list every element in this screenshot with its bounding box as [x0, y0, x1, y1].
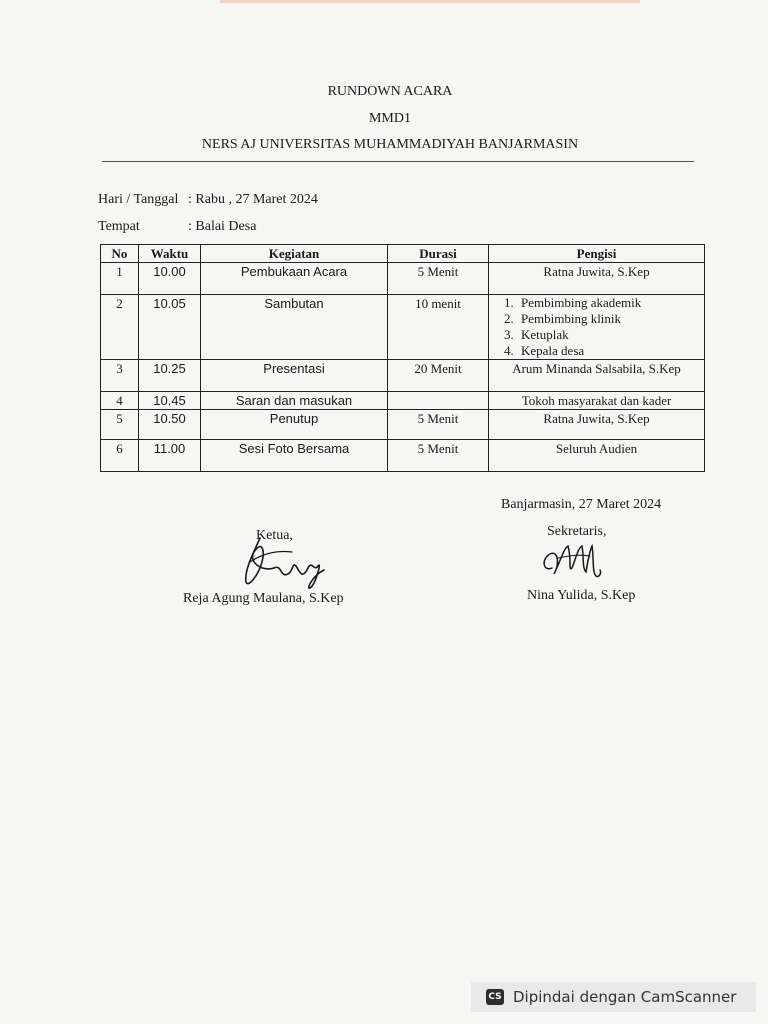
camscanner-watermark: [471, 982, 756, 1012]
document-title: RUNDOWN ACARA: [327, 84, 453, 99]
header-no: No: [101, 245, 139, 263]
date-label: Hari / Tanggal: [98, 192, 179, 207]
row-speaker: Tokoh masyarakat dan kader: [521, 393, 672, 408]
row-time: 10.00: [153, 264, 186, 279]
right-signature: [538, 538, 608, 584]
left-signature: [232, 532, 342, 592]
list-item: 1. Pembimbing akademik: [517, 295, 704, 311]
right-signer-title: Sekretaris,: [547, 524, 607, 539]
list-item: 2. Pembimbing klinik: [517, 311, 704, 327]
row-activity: Penutup: [269, 411, 319, 426]
scan-edge-mark: [220, 0, 640, 3]
camscanner-logo: CS: [486, 989, 504, 1005]
camscanner-text: Dipindai dengan CamScanner: [513, 988, 737, 1006]
table-row: [101, 440, 705, 472]
row-activity: Pembukaan Acara: [240, 264, 348, 279]
row-duration: 20 Menit: [414, 361, 462, 376]
row-no: 1: [116, 264, 123, 279]
table-header-row: [101, 245, 705, 263]
row-time: 10.50: [153, 411, 186, 426]
place-value: : Balai Desa: [188, 219, 257, 234]
table-row: [101, 410, 705, 440]
table-row: [101, 263, 705, 295]
row-no: 2: [116, 296, 123, 311]
table-row: [101, 295, 705, 360]
row-no: 4: [116, 393, 123, 408]
date-line: [98, 192, 318, 208]
institution-name: NERS AJ UNIVERSITAS MUHAMMADIYAH BANJARMASIN: [201, 137, 579, 152]
header-pengisi: Pengisi: [489, 245, 705, 263]
table-row: [101, 392, 705, 410]
right-signer-name: Nina Yulida, S.Kep: [527, 588, 636, 603]
row-time: 10.25: [153, 361, 186, 376]
row-no: 6: [116, 441, 123, 456]
list-item: 3. Ketuplak: [517, 327, 704, 343]
header-waktu: Waktu: [139, 245, 201, 263]
table-row: [101, 360, 705, 392]
row-duration: 5 Menit: [417, 264, 459, 279]
left-signer-name: Reja Agung Maulana, S.Kep: [183, 591, 344, 606]
row-no: 5: [116, 411, 123, 426]
list-item: 4. Kepala desa: [517, 343, 704, 359]
row-no: 3: [116, 361, 123, 376]
speaker-list: [489, 295, 704, 359]
row-time: 10.05: [153, 296, 186, 311]
header-durasi: Durasi: [388, 245, 489, 263]
row-activity: Saran dan masukan: [235, 393, 353, 408]
row-time: 11.00: [153, 441, 186, 456]
row-speaker: Seluruh Audien: [555, 441, 638, 456]
header-kegiatan: Kegiatan: [201, 245, 388, 263]
header-divider: [102, 161, 694, 162]
row-speaker: Ratna Juwita, S.Kep: [543, 411, 650, 426]
signing-place-date: Banjarmasin, 27 Maret 2024: [501, 497, 662, 512]
row-time: 10.45: [153, 393, 186, 408]
left-signer-title: Ketua,: [256, 528, 293, 543]
rundown-table: [100, 244, 705, 472]
row-activity: Sambutan: [264, 296, 324, 311]
row-duration: 5 Menit: [417, 411, 459, 426]
place-line: [98, 219, 257, 235]
date-value: : Rabu , 27 Maret 2024: [188, 192, 318, 207]
row-activity: Presentasi: [263, 361, 325, 376]
document-subtitle: MMD1: [368, 111, 411, 126]
row-activity: Sesi Foto Bersama: [238, 441, 350, 456]
row-duration: [388, 392, 488, 393]
row-duration: 5 Menit: [417, 441, 459, 456]
row-speaker: Arum Minanda Salsabila, S.Kep: [512, 361, 681, 376]
row-duration: 10 menit: [415, 296, 461, 311]
row-speaker: Ratna Juwita, S.Kep: [543, 264, 650, 279]
place-label: Tempat: [98, 219, 140, 234]
